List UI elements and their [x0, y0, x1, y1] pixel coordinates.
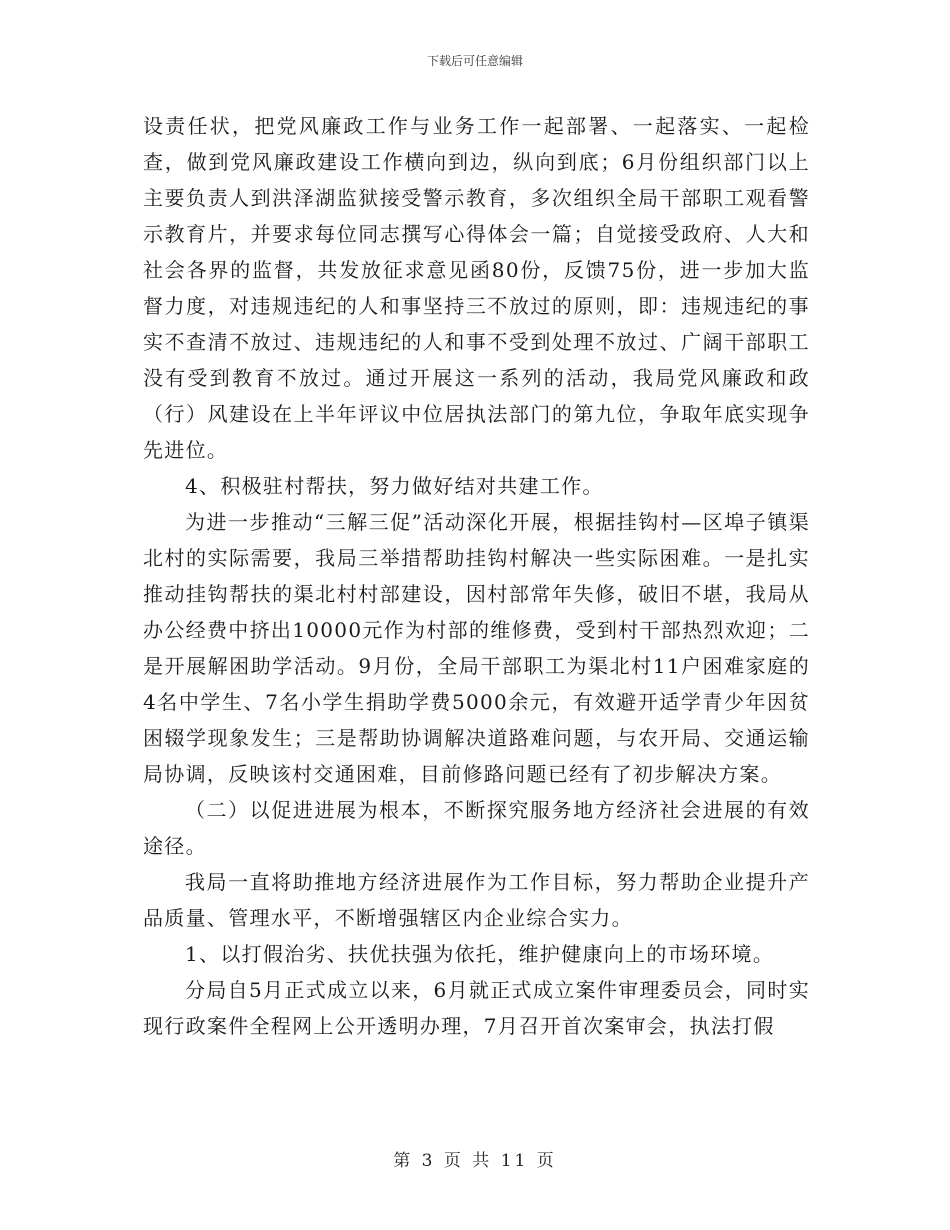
paragraph-3: 为进一步推动“三解三促”活动深化开展，根据挂钩村—区埠子镇渠北村的实际需要，我局三举措帮助挂钩村解决一些实际困难。一是扎实推动挂钩帮扶的渠北村村部建设，因村部常年失修，破旧不堪，我局从办公经费中挤出10000元作为村部的维修费，受到村干部热烈欢迎；二是开展解困助学活动。9月份，全局干部职工为渠北村11户困难家庭的4名中学生、7名小学生捐助学费5000余元，有效避开适学青少年因贫困辍学现象发生；三是帮助协调解决道路难问题，与农开局、交通运输局协调，反映该村交通困难，目前修路问题已经有了初步解决方案。 [143, 510, 810, 786]
page-header: 下载后可任意编辑 [426, 54, 523, 68]
paragraph-5: 我局一直将助推地方经济进展作为工作目标，努力帮助企业提升产品质量、管理水平，不断增强辖区内企业综合实力。 [143, 870, 810, 930]
paragraph-2: 4、积极驻村帮扶，努力做好结对共建工作。 [185, 474, 604, 498]
paragraph-4: （二）以促进进展为根本，不断探究服务地方经济社会进展的有效途径。 [143, 798, 810, 858]
paragraph-7: 分局自5月正式成立以来，6月就正式成立案件审理委员会，同时实现行政案件全程网上公开透明办理，7月召开首次案审会，执法打假 [143, 978, 810, 1038]
paragraph-1: 设责任状，把党风廉政工作与业务工作一起部署、一起落实、一起检查，做到党风廉政建设工作横向到边，纵向到底；6月份组织部门以上主要负责人到洪泽湖监狱接受警示教育，多次组织全局干部职工观看警示教育片，并要求每位同志撰写心得体会一篇；自觉接受政府、人大和社会各界的监督，共发放征求意见函80份，反馈75份，进一步加大监督力度，对违规违纪的人和事坚持三不放过的原则，即：违规违纪的事实不查清不放过、违规违纪的人和事不受到处理不放过、广阔干部职工没有受到教育不放过。通过开展这一系列的活动，我局党风廉政和政（行）风建设在上半年评议中位居执法部门的第九位，争取年底实现争先进位。 [143, 114, 810, 462]
page-footer: 第 3 页 共 11 页 [393, 1151, 557, 1171]
document-body [143, 108, 810, 1044]
paragraph-6: 1、以打假治劣、扶优扶强为依托，维护健康向上的市场环境。 [185, 942, 775, 966]
